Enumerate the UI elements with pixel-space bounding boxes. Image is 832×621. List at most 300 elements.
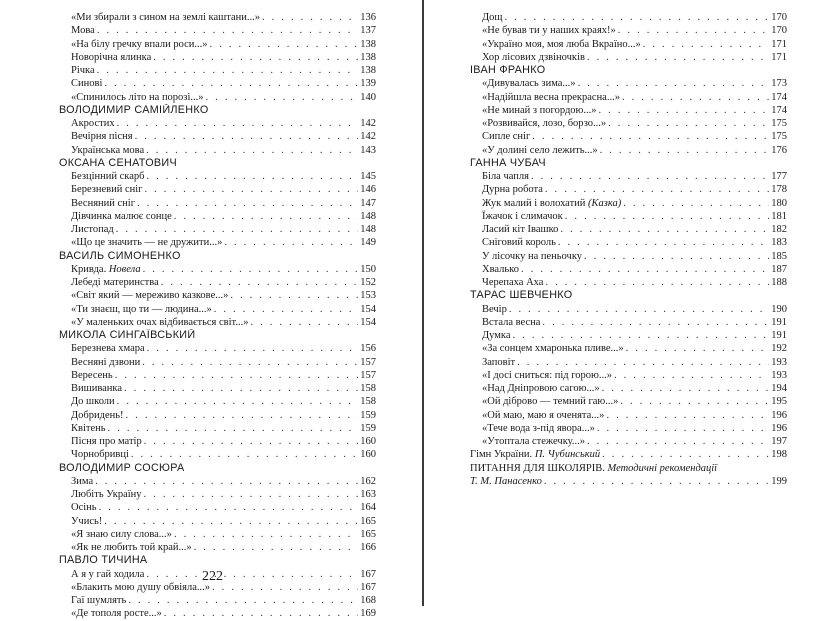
toc-entry	[59, 183, 376, 196]
entry-page-number: 159	[360, 422, 376, 434]
toc-entry	[470, 395, 787, 408]
entry-title	[482, 24, 616, 37]
entry-title-text: «Ти знаєш, що ти — людина...»	[71, 303, 212, 315]
entry-page-number: 170	[771, 12, 787, 23]
entry-title	[482, 223, 558, 236]
toc-entry	[59, 369, 376, 382]
entry-page-number: 169	[360, 608, 376, 620]
entry-page-number: 154	[360, 303, 376, 315]
entry-page-number: 164	[360, 502, 376, 514]
entry-title	[71, 144, 144, 157]
dot-leader	[212, 303, 358, 316]
entry-title-text: Річка	[71, 65, 95, 76]
entry-title	[482, 104, 597, 117]
entry-title	[71, 594, 126, 607]
toc-entry	[470, 77, 787, 90]
entry-title-text: Вечір	[482, 303, 507, 315]
author-heading: ОКСАНА СЕНАТОВИЧ	[59, 156, 177, 169]
dot-leader	[97, 501, 359, 514]
toc-entry	[59, 594, 376, 607]
entry-page-number: 176	[771, 144, 787, 156]
toc-entry	[59, 607, 376, 620]
dot-leader	[542, 475, 769, 488]
toc-entry	[59, 117, 376, 130]
entry-title	[71, 276, 159, 289]
dot-leader	[563, 210, 769, 223]
entry-page-number: 138	[360, 51, 376, 63]
dot-leader	[600, 382, 770, 395]
author-heading: МИКОЛА СИНГАЇВСЬКИЙ	[59, 329, 196, 341]
entry-title	[71, 435, 142, 448]
entry-title	[71, 356, 140, 369]
entry-title	[482, 422, 595, 435]
dot-leader	[208, 38, 359, 51]
entry-page-number: 181	[771, 210, 787, 222]
toc-entry	[470, 236, 787, 249]
toc-entry	[470, 51, 787, 64]
dot-leader	[162, 607, 359, 620]
dot-leader	[228, 289, 358, 302]
entry-title	[482, 210, 563, 223]
entry-page-number: 197	[771, 436, 787, 447]
entry-title-text: Українська мова	[71, 144, 145, 156]
toc-entry	[59, 448, 376, 461]
entry-title	[71, 38, 208, 51]
entry-page-number: 195	[771, 396, 787, 408]
dot-leader	[124, 409, 359, 422]
entry-title	[482, 409, 604, 422]
entry-title-italic: Т. М. Панасенко	[470, 475, 542, 487]
entry-title	[71, 422, 106, 435]
toc-entry	[59, 475, 376, 488]
entry-page-number: 183	[771, 237, 787, 249]
entry-page-number: 138	[360, 65, 376, 76]
dot-leader	[114, 223, 359, 236]
toc-entry	[59, 382, 376, 395]
dot-leader	[115, 117, 359, 130]
entry-title	[71, 607, 162, 620]
entry-title-italic: П. Чубинський	[534, 449, 601, 461]
entry-title-text: «Не бував ти у наших краях!»	[482, 25, 616, 37]
entry-page-number: 150	[360, 263, 376, 275]
entry-title-text: «Я знаю силу слова...»	[71, 528, 172, 540]
entry-title	[71, 170, 144, 183]
entry-title-text: «Ой діброво — темний гаю...»	[482, 396, 619, 408]
dot-leader	[248, 316, 358, 329]
entry-title-text: «Блакить мою душу обвіяла...»	[71, 581, 211, 593]
entry-title-text: Хвалько	[482, 263, 520, 275]
entry-title-text: Учись!	[71, 515, 103, 527]
toc-entry	[470, 448, 787, 461]
dot-leader	[511, 329, 770, 342]
entry-page-number: 160	[360, 449, 376, 461]
toc-entry	[470, 117, 787, 130]
dot-leader	[503, 11, 770, 24]
entry-title	[71, 77, 102, 90]
dot-leader	[604, 409, 769, 422]
entry-title-text: Черепаха Аха	[482, 277, 544, 288]
entry-page-number: 175	[771, 131, 787, 143]
toc-entry	[59, 223, 376, 236]
dot-leader	[144, 144, 358, 157]
toc-entry	[470, 276, 787, 289]
dot-leader	[145, 342, 359, 355]
entry-page-number: 145	[360, 171, 376, 182]
toc-entry	[59, 342, 376, 355]
entry-title	[470, 448, 600, 461]
entry-page-number: 182	[771, 224, 787, 235]
toc-entry	[470, 223, 787, 236]
toc-entry	[59, 316, 376, 329]
entry-page-number: 165	[360, 528, 376, 540]
entry-page-number: 168	[360, 595, 376, 606]
entry-title	[71, 448, 129, 461]
toc-entry	[59, 210, 376, 223]
entry-title-text: Весняний сніг	[71, 197, 136, 209]
entry-title-text: «Що це значить — не дружити...»	[71, 237, 223, 249]
entry-title-text: Вечірня пісня	[71, 131, 133, 143]
entry-title	[71, 236, 222, 249]
entry-title	[71, 210, 172, 223]
dot-leader	[543, 276, 769, 289]
entry-title-text: Сипле сніг	[482, 131, 531, 143]
toc-entry	[59, 541, 376, 554]
toc-entry	[470, 130, 787, 143]
entry-title	[482, 356, 515, 369]
toc-entry	[59, 409, 376, 422]
entry-title-text: Сніговий король	[482, 237, 556, 249]
entry-title-text: Листопад	[71, 224, 114, 235]
dot-leader	[133, 130, 359, 143]
entry-title	[470, 475, 542, 488]
entry-page-number: 163	[360, 489, 376, 500]
entry-page-number: 177	[771, 171, 787, 182]
toc-entry	[59, 91, 376, 104]
entry-title-text: «Спинилось літо на порозі...»	[71, 91, 204, 103]
dot-leader	[582, 250, 769, 263]
entry-title	[482, 197, 621, 210]
entry-title	[71, 475, 93, 488]
entry-title	[482, 130, 530, 143]
toc-entry	[59, 488, 376, 501]
author-heading: ВОЛОДИМИР СОСЮРА	[59, 461, 185, 474]
entry-page-number: 142	[360, 118, 376, 129]
entry-title-text: Жук малий і волохатий	[482, 197, 586, 209]
author-heading: ВАСИЛЬ СИМОНЕНКО	[59, 249, 181, 262]
entry-page-number: 194	[771, 383, 787, 394]
entry-title-text: ПИТАННЯ ДЛЯ ШКОЛЯРІВ.	[470, 462, 605, 474]
dot-leader	[606, 117, 769, 130]
entry-title	[482, 77, 576, 90]
entry-page-number: 171	[771, 51, 787, 63]
toc-entry	[470, 91, 787, 104]
entry-title	[71, 117, 115, 130]
entry-title-text: «У маленьких очах відбивається світ...»	[71, 316, 249, 328]
dot-leader	[113, 369, 359, 382]
entry-title	[71, 91, 204, 104]
dot-leader	[93, 475, 358, 488]
dot-leader	[598, 144, 770, 157]
toc-entry	[59, 11, 376, 24]
entry-title-text: Акростих	[71, 118, 115, 129]
author-heading: ПАВЛО ТИЧИНА	[59, 554, 148, 567]
dot-leader	[95, 64, 359, 77]
author-heading: ТАРАС ШЕВЧЕНКО	[470, 289, 573, 302]
dot-leader	[142, 488, 359, 501]
entry-page-number: 171	[771, 38, 787, 50]
toc-entry	[470, 250, 787, 263]
dot-leader	[142, 183, 358, 196]
dot-leader	[210, 581, 358, 594]
entry-page-number: 158	[360, 396, 376, 408]
entry-page-number: 170	[771, 25, 787, 37]
entry-title-italic: (Казка)	[588, 197, 622, 209]
toc-entry	[59, 515, 376, 528]
author-heading: ІВАН ФРАНКО	[470, 64, 546, 76]
dot-leader	[624, 342, 770, 355]
entry-page-number: 191	[771, 330, 787, 341]
entry-title	[71, 263, 141, 276]
entry-page-number: 146	[360, 184, 376, 196]
dot-leader	[618, 395, 769, 408]
entry-page-number: 143	[360, 144, 376, 156]
author-heading: ВОЛОДИМИР САМІЙЛЕНКО	[59, 103, 209, 116]
entry-title	[71, 515, 102, 528]
entry-page-number: 173	[771, 78, 787, 90]
entry-title-text: «Ми збирали з сином на землі каштани...»	[71, 12, 260, 23]
toc-entry	[470, 11, 787, 24]
entry-title-text: Встала весна	[482, 316, 541, 328]
dot-leader	[515, 356, 769, 369]
entry-page-number: 199	[771, 475, 787, 487]
dot-leader	[151, 51, 358, 64]
entry-title	[470, 463, 717, 474]
entry-title-text: «Утоптала стежечку...»	[482, 436, 585, 447]
entry-page-number: 167	[360, 581, 376, 593]
toc-entry	[470, 329, 787, 342]
entry-title	[482, 11, 503, 24]
dot-leader	[144, 568, 358, 581]
dot-leader	[585, 435, 769, 448]
toc-entry	[59, 130, 376, 143]
dot-leader	[122, 382, 358, 395]
entry-page-number: 138	[360, 38, 376, 50]
entry-title-text: Березневий сніг	[71, 184, 143, 196]
entry-page-number: 140	[360, 91, 376, 103]
entry-title	[71, 528, 172, 541]
dot-leader	[222, 236, 358, 249]
entry-title	[71, 382, 122, 395]
toc-entry	[59, 263, 376, 276]
entry-title	[482, 369, 612, 382]
entry-title	[71, 289, 228, 302]
entry-title	[71, 183, 142, 196]
entry-page-number: 142	[360, 131, 376, 143]
toc-entry	[59, 289, 376, 302]
entry-title-text: Новорічна ялинка	[71, 51, 152, 63]
entry-title	[71, 197, 135, 210]
entry-title	[71, 316, 248, 329]
dot-leader	[540, 316, 769, 329]
dot-leader	[115, 395, 359, 408]
entry-title	[71, 51, 151, 64]
entry-page-number: 153	[360, 290, 376, 302]
entry-page-number: 159	[360, 409, 376, 421]
dot-leader	[595, 422, 769, 435]
dot-leader	[172, 528, 358, 541]
dot-leader	[144, 170, 358, 183]
entry-page-number: 165	[360, 515, 376, 527]
entry-title	[482, 144, 598, 157]
dot-leader	[585, 51, 769, 64]
entry-title	[482, 250, 582, 263]
dot-leader	[543, 183, 769, 196]
entry-title	[71, 303, 212, 316]
toc-entry	[59, 303, 376, 316]
entry-title-text: Заповіт	[482, 356, 516, 368]
entry-page-number: 192	[771, 343, 787, 355]
entry-title-text: «Світ який — мереживо казкове...»	[71, 290, 229, 302]
toc-entry	[59, 51, 376, 64]
toc-entry	[470, 356, 787, 369]
entry-page-number: 185	[771, 250, 787, 262]
entry-title-text: «Надійшла весна прекрасна...»	[482, 91, 620, 103]
dot-leader	[576, 77, 770, 90]
entry-title	[71, 488, 142, 501]
dot-leader	[102, 515, 358, 528]
dot-leader	[135, 197, 358, 210]
entry-title-text: Їжачок і слимачок	[482, 210, 563, 222]
entry-title-text: Думка	[482, 330, 511, 341]
entry-title-text: «Україно моя, моя люба Вкраїно...»	[482, 38, 641, 50]
entry-title-italic: Методичні рекомендації	[607, 462, 718, 474]
entry-title	[71, 568, 144, 581]
entry-page-number: 193	[771, 369, 787, 381]
entry-title-text: Пісня про матір	[71, 436, 142, 447]
entry-page-number: 160	[360, 436, 376, 447]
dot-leader	[621, 197, 769, 210]
entry-title-text: Чорнобривці	[71, 449, 129, 461]
entry-page-number: 166	[360, 542, 376, 553]
entry-title	[482, 329, 511, 342]
entry-title-text: А я у гай ходила	[71, 568, 145, 580]
author-heading: ГАННА ЧУБАЧ	[470, 156, 546, 169]
dot-leader	[140, 356, 358, 369]
entry-title-text: Кривда.	[71, 263, 107, 275]
entry-page-number: 196	[771, 422, 787, 434]
entry-title-italic: Новела	[108, 263, 141, 275]
toc-entry	[59, 197, 376, 210]
toc-entry	[59, 77, 376, 90]
dot-leader	[597, 104, 770, 117]
entry-title	[71, 369, 113, 382]
dot-leader	[600, 448, 769, 461]
entry-title-text: Ласий кіт Івашко	[482, 224, 559, 235]
entry-title	[71, 130, 133, 143]
dot-leader	[612, 369, 769, 382]
entry-title-text: Зима	[71, 475, 94, 487]
dot-leader	[616, 24, 769, 37]
entry-page-number: 178	[771, 184, 787, 196]
entry-page-number: 136	[360, 12, 376, 23]
entry-title-text: Хор лісових дзвіночків	[482, 51, 585, 63]
right-page	[424, 0, 832, 606]
entry-title	[482, 276, 543, 289]
entry-title	[482, 303, 507, 316]
dot-leader	[620, 91, 769, 104]
entry-title-text: «Розвивайся, лозо, борзо...»	[482, 118, 607, 129]
entry-page-number: 158	[360, 383, 376, 394]
entry-page-number: 148	[360, 224, 376, 235]
entry-page-number: 187	[771, 263, 787, 275]
toc-entry	[470, 462, 787, 475]
entry-page-number: 148	[360, 210, 376, 222]
toc-entry	[470, 104, 787, 117]
entry-title	[71, 395, 115, 408]
dot-leader	[260, 11, 358, 24]
entry-title-text: Любіть Україну	[71, 489, 142, 500]
dot-leader	[507, 303, 769, 316]
toc-entry	[470, 435, 787, 448]
entry-title-text: «Де тополя росте...»	[71, 608, 162, 620]
entry-title	[482, 342, 624, 355]
entry-title-text: «На білу гречку впали роси...»	[71, 38, 208, 50]
toc-entry	[470, 303, 787, 316]
toc-entry	[470, 342, 787, 355]
entry-title-text: «Як не любить той край...»	[71, 542, 192, 553]
entry-title	[71, 501, 97, 514]
toc-entry	[59, 501, 376, 514]
entry-title-text: «І досі сниться: під горою...»	[482, 369, 613, 381]
dot-leader	[530, 130, 769, 143]
entry-title-text: Добридень!	[71, 409, 124, 421]
entry-title	[71, 24, 95, 37]
dot-leader	[641, 38, 770, 51]
entry-title-text: Вересень	[71, 369, 113, 381]
dot-leader	[519, 263, 769, 276]
entry-page-number: 180	[771, 197, 787, 209]
toc-entry	[470, 38, 787, 51]
toc-entry	[470, 183, 787, 196]
entry-title-text: Березнева хмара	[71, 343, 145, 355]
toc-entry	[470, 197, 787, 210]
entry-page-number: 137	[360, 25, 376, 37]
entry-title-text: У лісочку на пеньочку	[482, 250, 583, 262]
entry-title-text: Гімн України.	[470, 449, 533, 461]
toc-entry	[470, 144, 787, 157]
entry-page-number: 175	[771, 118, 787, 129]
entry-page-number: 174	[771, 104, 787, 116]
entry-page-number: 157	[360, 369, 376, 381]
entry-title	[482, 38, 641, 51]
toc-entry	[59, 528, 376, 541]
toc-entry	[470, 382, 787, 395]
toc-entry	[470, 369, 787, 382]
entry-title-text: Квітень	[71, 422, 106, 434]
toc-entry	[59, 356, 376, 369]
toc-entry	[59, 24, 376, 37]
entry-title	[71, 223, 114, 236]
entry-page-number: 154	[360, 316, 376, 328]
toc-entry	[470, 210, 787, 223]
entry-title-text: Весняні дзвони	[71, 356, 141, 368]
entry-page-number: 188	[771, 277, 787, 288]
entry-title-text: Гаї шумлять	[71, 595, 127, 606]
entry-title	[482, 117, 606, 130]
entry-page-number: 139	[360, 78, 376, 90]
entry-title	[71, 342, 145, 355]
dot-leader	[126, 594, 358, 607]
